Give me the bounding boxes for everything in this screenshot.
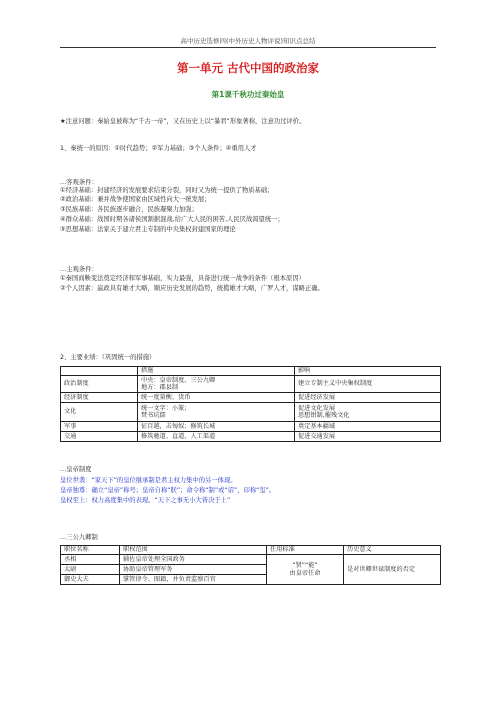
sangong-table — [60, 545, 441, 585]
table-cell: 丞相 — [61, 555, 120, 565]
table-cell: 交通 — [61, 432, 138, 442]
subjective-heading: …主观条件： — [60, 266, 98, 273]
table-cell — [295, 403, 441, 422]
table-row — [61, 555, 441, 565]
table-row — [61, 422, 441, 432]
table-row — [61, 376, 441, 393]
table-header-cell: 职权范围 — [120, 546, 267, 555]
subjective-item: ①秦国商鞅变法奠定经济和军事基础，实力最强，具备进行统一战争的条件（根本原因） — [60, 275, 305, 282]
table-cell — [267, 555, 344, 585]
table-header-cell — [61, 367, 138, 376]
unit-title: 第一单元 古代中国的政治家 — [176, 61, 319, 75]
measures-table — [60, 366, 441, 442]
table-cell — [138, 403, 295, 422]
table-row — [61, 393, 441, 403]
table-cell: 太尉 — [61, 565, 120, 575]
objective-item: ⑤思想基础：法家关于建立君主专制的中央集权封建国家的理论 — [60, 226, 236, 233]
table-header-row — [61, 367, 441, 376]
cell-line: 焚书坑儒 — [141, 412, 166, 419]
cell-line: “贤”“能” — [292, 562, 318, 569]
cell-line: 促进文化发展 — [298, 404, 336, 412]
table-header-cell: 影响 — [295, 367, 441, 376]
table-cell: 经济制度 — [61, 393, 138, 403]
emperor-line: 皇权至上：权力高度集中的表现。“天下之事无小大皆决于上” — [60, 497, 231, 504]
table-cell: 修筑驰道、直道、人工渠道 — [138, 432, 295, 442]
table-header-cell: 任用标准 — [267, 546, 344, 555]
objective-item: ③民族基础：各民族逐步融合，民族凝聚力加强； — [60, 206, 198, 213]
cell-line: 统一文字：小篆； — [141, 404, 191, 412]
table-cell: 文化 — [61, 403, 138, 422]
section-2-heading: 2、主要业绩：（巩固统一的措施） — [60, 354, 156, 361]
table-header-row — [61, 546, 441, 555]
table-cell: 统一度量衡、货币 — [138, 393, 295, 403]
cell-line: 地方：郡县制 — [141, 384, 179, 391]
table-cell: 军事 — [61, 422, 138, 432]
objective-heading: …客观条件： — [60, 179, 98, 186]
emperor-line: 皇位世袭：“家天下”的皇位继承制是君主权力集中的另一体现。 — [60, 477, 237, 484]
table-cell — [138, 376, 295, 393]
objective-item: ②政治基础：兼并战争使国家由区域性向大一统发展； — [60, 196, 211, 203]
sangong-heading: …三公九卿制 — [60, 534, 98, 541]
emperor-line: 皇帝独尊：确立“皇帝”称号；皇帝自称“朕”；命令称“制”或“诏”，印称“玺”。 — [60, 487, 276, 494]
table-cell: 辅佐皇帝处理全国政务 — [120, 555, 267, 565]
objective-item: ④群众基础：战国时期各诸侯国割据混战,给广大人民的困苦,人民厌战渴望统一； — [60, 216, 284, 223]
emperor-heading: …皇帝制度 — [60, 466, 92, 473]
running-header: 高中历史选修四(中外历史人物评说)知识点总结 — [60, 36, 436, 48]
table-header-cell: 历史意义 — [344, 546, 441, 555]
subjective-item: ②个人因素：嬴政具有雄才大略，顺应历史发展的趋势，统揽雄才大略，广罗人才，谋略正确。 — [60, 285, 324, 292]
objective-item: ①经济基础：封建经济的发展要求结束分裂，同时又为统一提供了物质基础； — [60, 187, 274, 194]
table-cell: 促进交通发展 — [295, 432, 441, 442]
cell-line: 思想钳制,摧残文化 — [298, 412, 350, 419]
table-cell: 建立专制主义中央集权制度 — [295, 376, 441, 393]
cell-line: 由皇帝任命 — [289, 569, 321, 577]
table-cell: 是对世卿世禄制度的否定 — [344, 555, 441, 585]
table-cell: 掌管律令、图籍，并负责监察百官 — [120, 575, 267, 585]
table-cell: 御史大夫 — [61, 575, 120, 585]
table-cell: 促进经济发展 — [295, 393, 441, 403]
table-cell: 奠定基本疆域 — [295, 422, 441, 432]
table-cell: 政治制度 — [61, 376, 138, 393]
table-header-cell: 职位名称 — [61, 546, 120, 555]
cell-line: 中央：皇帝制度、三公九卿 — [141, 376, 216, 384]
table-cell: 协助皇帝管理军务 — [120, 565, 267, 575]
table-header-cell: 措施 — [138, 367, 295, 376]
lesson-title: 第1课千秋功过秦始皇 — [211, 90, 285, 99]
intro-note: ★注意问题：秦始皇被称为“千古一帝”，又在历史上以“暴君”形象著称，注意功过评价。 — [60, 118, 306, 125]
table-row — [61, 432, 441, 442]
section-1-heading: 1、秦统一的原因：①时代趋势；②军力基础；③个人条件；④重用人才 — [60, 145, 257, 152]
table-cell: 征百越，击匈奴；修筑长城 — [138, 422, 295, 432]
table-row — [61, 403, 441, 422]
